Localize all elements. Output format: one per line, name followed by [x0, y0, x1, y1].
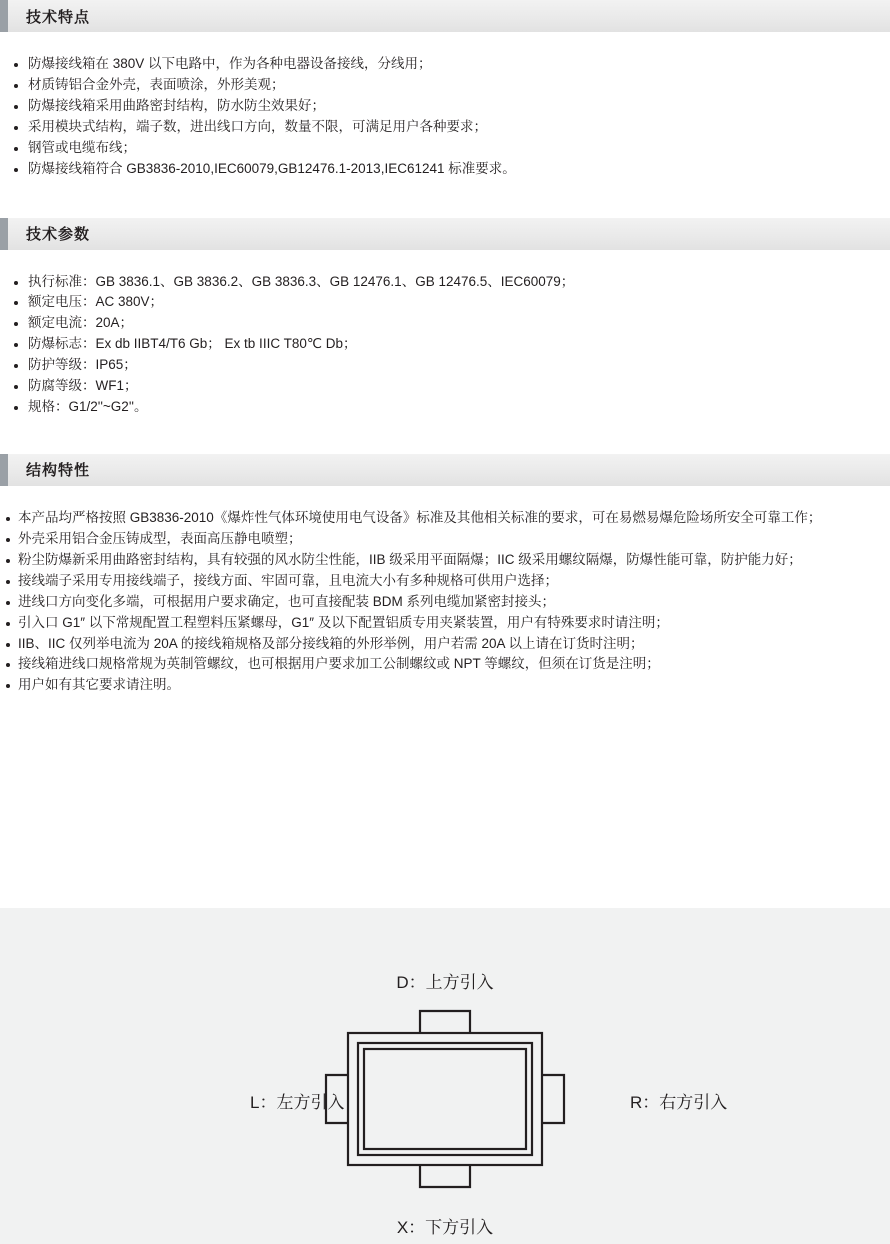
list-item: 防护等级：IP65；: [12, 355, 890, 376]
list-item: 防爆标志：Ex db IIBT4/T6 Gb； Ex tb IIIC T80℃ Db；: [12, 334, 890, 355]
entry-direction-diagram: [0, 908, 890, 1244]
header-accent-bar: [0, 218, 8, 250]
structure-list: [4, 508, 890, 696]
section-header-parameters: [0, 218, 890, 250]
parameters-list: [12, 272, 890, 418]
section-header-structure: [0, 454, 890, 486]
list-item: 额定电流：20A；: [12, 313, 890, 334]
list-item: 执行标准：GB 3836.1、GB 3836.2、GB 3836.3、GB 12476.1、GB 12476.5、IEC60079；: [12, 272, 890, 293]
section-features: [0, 0, 890, 180]
list-item: 接线端子采用专用接线端子，接线方面、牢固可靠，且电流大小有多种规格可供用户选择；: [4, 571, 890, 592]
features-list: [12, 54, 890, 180]
section-title: 技术特点: [26, 8, 91, 26]
header-accent-bar: [0, 454, 8, 486]
list-item: 额定电压：AC 380V；: [12, 292, 890, 313]
list-item: 引入口 G1″ 以下常规配置工程塑料压紧螺母，G1″ 及以下配置铝质专用夹紧装置，用户有特殊要求时请注明；: [4, 613, 890, 634]
section-title: 技术参数: [26, 226, 91, 244]
list-item: 进线口方向变化多端，可根据用户要求确定，也可直接配装 BDM 系列电缆加紧密封接头；: [4, 592, 890, 613]
diagram-label-right: R：右方引入: [630, 1093, 728, 1112]
junction-box-illustration: [320, 1003, 570, 1195]
section-header-features: [0, 0, 890, 32]
list-item: 外壳采用铝合金压铸成型，表面高压静电喷塑；: [4, 529, 890, 550]
list-item: 钢管或电缆布线；: [12, 138, 890, 159]
list-item: 本产品均严格按照 GB3836-2010《爆炸性气体环境使用电气设备》标准及其他相关标准的要求，可在易燃易爆危险场所安全可靠工作；: [4, 508, 890, 529]
list-item: 用户如有其它要求请注明。: [4, 675, 890, 696]
list-item: 材质铸铝合金外壳，表面喷涂，外形美观；: [12, 75, 890, 96]
list-item: 接线箱进线口规格常规为英制管螺纹，也可根据用户要求加工公制螺纹或 NPT 等螺纹，但须在订货是注明；: [4, 654, 890, 675]
diagram-label-top: D：上方引入: [396, 973, 494, 992]
section-title: 结构特性: [26, 462, 91, 480]
diagram-label-left: L：左方引入: [250, 1093, 345, 1112]
list-item: IIB、IIC 仅列举电流为 20A 的接线箱规格及部分接线箱的外形举例，用户若需 20A 以上请在订货时注明；: [4, 634, 890, 655]
diagram-label-bottom: X：下方引入: [396, 1218, 494, 1237]
list-item: 规格：G1/2''~G2''。: [12, 397, 890, 418]
list-item: 防腐等级：WF1；: [12, 376, 890, 397]
section-parameters: [0, 218, 890, 418]
list-item: 防爆接线箱在 380V 以下电路中，作为各种电器设备接线，分线用；: [12, 54, 890, 75]
list-item: 防爆接线箱采用曲路密封结构，防水防尘效果好；: [12, 96, 890, 117]
section-structure: [0, 454, 890, 696]
list-item: 粉尘防爆新采用曲路密封结构，具有较强的风水防尘性能，IIB 级采用平面隔爆；IIC 级采用螺纹隔爆，防爆性能可靠，防护能力好；: [4, 550, 890, 571]
header-accent-bar: [0, 0, 8, 32]
list-item: 防爆接线箱符合 GB3836-2010,IEC60079,GB12476.1-2013,IEC61241 标准要求。: [12, 159, 890, 180]
list-item: 采用模块式结构，端子数，进出线口方向，数量不限，可满足用户各种要求；: [12, 117, 890, 138]
